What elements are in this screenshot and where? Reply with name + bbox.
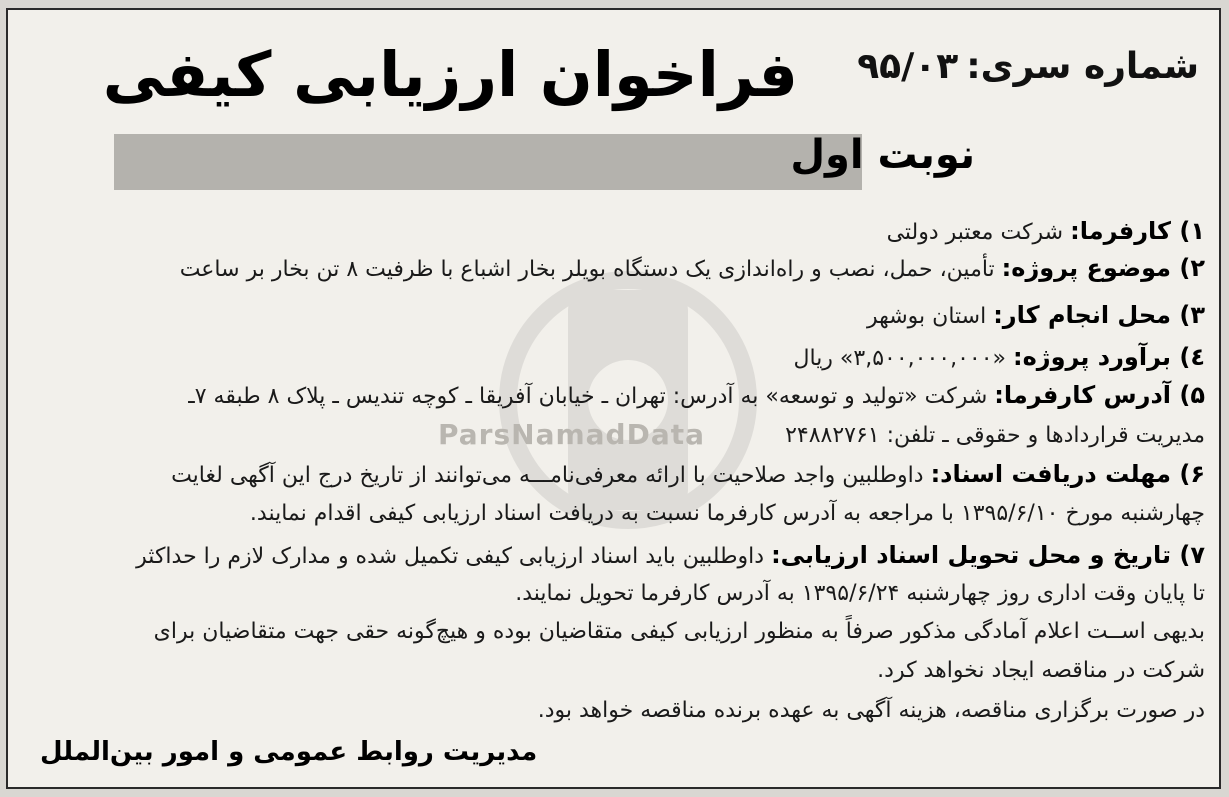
item-subject: ۲) موضوع پروژه: تأمین، حمل، نصب و راه‌اندازی یک دستگاه بویلر بخار اشباع با ظرفیت ۸ تن بخار بر ساعت [179,254,1205,282]
item-delivery-cont: تا پایان وقت اداری روز چهارشنبه ۱۳۹۵/۶/۲۴ به آدرس کارفرما تحویل نمایند. [515,581,1205,606]
item-address-cont: مدیریت قراردادها و حقوقی ـ تلفن: ۲۴۸۸۲۷۶۱ [785,423,1205,448]
watermark-text: ParsNamadData [438,418,705,451]
note-line-1: بدیهی اســت اعلام آمادگی مذکور صرفاً به منظور ارزیابی کیفی متقاضیان بوده و هیچ‌گونه حقی جهت متقاضیان برای [153,619,1205,644]
item-estimate: ٤) برآورد پروژه: «۳,۵۰۰,۰۰۰,۰۰۰» ریال [793,343,1205,371]
series-value: ۹۵/۰۳ [857,46,959,87]
item-location: ۳) محل انجام کار: استان بوشهر [866,301,1205,329]
series-label: شماره سری: [966,46,1199,87]
turn-label: نوبت اول [790,132,975,178]
item-delivery: ۷) تاریخ و محل تحویل اسناد ارزیابی: داوطلبین باید اسناد ارزیابی کیفی تکمیل شده و مدارک لازم را حداکثر [136,541,1205,569]
item-address: ۵) آدرس کارفرما: شرکت «تولید و توسعه» به آدرس: تهران ـ خیابان آفریقا ـ کوچه تندیس ـ پلاک ۸ طبقه ۷ـ [188,381,1205,409]
item-deadline-cont: چهارشنبه مورخ ۱۳۹۵/۶/۱۰ با مراجعه به آدرس کارفرما نسبت به دریافت اسناد ارزیابی کیفی اقدام نمایند. [249,501,1205,526]
item-deadline: ۶) مهلت دریافت اسناد: داوطلبین واجد صلاحیت با ارائه معرفی‌نامـــه می‌توانند از تاریخ درج این آگهی لغایت [171,460,1205,488]
advertisement-sheet [6,8,1221,789]
notice-body [8,10,1219,787]
page-title: فراخوان ارزیابی کیفی [102,38,798,111]
note-line-3: در صورت برگزاری مناقصه، هزینه آگهی به عهده برنده مناقصه خواهد بود. [537,698,1205,723]
item-employer: ۱) کارفرما: شرکت معتبر دولتی [886,217,1205,245]
signature: مدیریت روابط عمومی و امور بین‌الملل [40,737,538,767]
note-line-2: شرکت در مناقصه ایجاد نخواهد کرد. [877,658,1205,683]
